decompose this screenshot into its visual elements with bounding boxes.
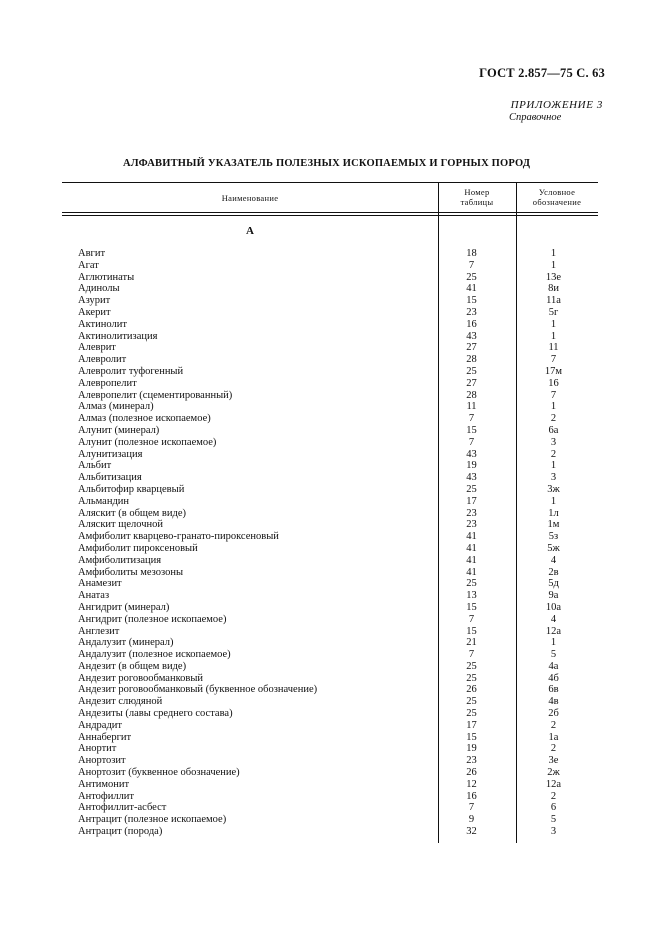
table-row [62, 484, 598, 496]
symbol-code: 16 [548, 377, 559, 389]
symbol-code: 1 [550, 637, 557, 649]
table-number: 23 [466, 755, 477, 767]
table-number: 27 [466, 342, 477, 354]
symbol-code: 1л [548, 507, 559, 519]
table-row [62, 814, 598, 826]
mineral-name: Анортозит [78, 755, 126, 767]
mineral-name: Андезит слюдяной [78, 696, 163, 708]
column-header-symbol [516, 187, 598, 207]
table-number: 19 [466, 460, 477, 472]
reference-label: Справочное [509, 112, 562, 123]
symbol-code: 10а [545, 601, 562, 613]
symbol-code: 1 [550, 460, 557, 472]
mineral-name: Андрадит [78, 719, 123, 731]
table-row [62, 614, 598, 626]
symbol-code: 12а [545, 625, 562, 637]
mineral-name: Амфиболит пироксеновый [78, 542, 198, 554]
mineral-name: Аляскит (в общем виде) [78, 507, 187, 519]
symbol-code: 6а [548, 424, 559, 436]
table-row [62, 248, 598, 260]
table-number: 16 [466, 790, 477, 802]
table-row [62, 590, 598, 602]
table-number: 28 [466, 354, 477, 366]
symbol-code: 2 [550, 743, 557, 755]
symbol-code: 17м [544, 365, 563, 377]
table-row [62, 531, 598, 543]
table-row [62, 543, 598, 555]
column-header-table-line1: Номер [464, 187, 490, 197]
symbol-code: 7 [550, 389, 557, 401]
table-number: 15 [466, 731, 477, 743]
table-row [62, 449, 598, 461]
table-number: 7 [468, 436, 475, 448]
symbol-code: 3 [550, 472, 557, 484]
mineral-name: Антрацит (порода) [78, 826, 163, 838]
table-row [62, 295, 598, 307]
table-number: 23 [466, 507, 477, 519]
table-number: 41 [466, 283, 477, 295]
table-number: 28 [466, 389, 477, 401]
table-row [62, 743, 598, 755]
symbol-code: 4а [548, 660, 559, 672]
mineral-name: Андезит (в общем виде) [78, 660, 187, 672]
table-row [62, 496, 598, 508]
table-row [62, 307, 598, 319]
mineral-name: Акерит [78, 306, 111, 318]
symbol-code: 1 [550, 330, 557, 342]
table-number: 41 [466, 566, 477, 578]
table-number: 41 [466, 531, 477, 543]
mineral-name: Авгит [78, 248, 106, 259]
table-number: 17 [466, 495, 477, 507]
table-number: 15 [466, 295, 477, 307]
mineral-name: Андалузит (минерал) [78, 637, 174, 649]
table-number: 15 [466, 601, 477, 613]
table-row [62, 342, 598, 354]
table-top-rule [62, 182, 598, 183]
mineral-name: Алевролит [78, 354, 127, 366]
table-number: 15 [466, 424, 477, 436]
table-row [62, 437, 598, 449]
table-row [62, 649, 598, 661]
mineral-name: Азурит [78, 295, 111, 307]
table-row [62, 626, 598, 638]
table-row [62, 673, 598, 685]
mineral-name: Антрацит (полезное ископаемое) [78, 814, 227, 826]
mineral-name: Алмаз (полезное ископаемое) [78, 413, 211, 425]
mineral-name: Аглютинаты [78, 271, 135, 283]
table-number: 7 [468, 413, 475, 425]
symbol-code: 3 [550, 436, 557, 448]
symbol-code: 3ж [547, 483, 560, 495]
column-header-table [438, 187, 516, 207]
table-row [62, 826, 598, 838]
table-row [62, 567, 598, 579]
table-number: 19 [466, 743, 477, 755]
table-number: 25 [466, 271, 477, 283]
mineral-name: Аляскит щелочной [78, 519, 163, 531]
table-number: 25 [466, 660, 477, 672]
mineral-name: Анатаз [78, 590, 110, 602]
table-row [62, 802, 598, 814]
table-row [62, 260, 598, 272]
symbol-code: 4в [548, 696, 559, 708]
mineral-name: Амфиболит кварцево-гранато-пироксеновый [78, 531, 279, 543]
table-row [62, 272, 598, 284]
table-row [62, 661, 598, 673]
table-number: 43 [466, 330, 477, 342]
mineral-name: Алевропелит (сцементированный) [78, 389, 233, 401]
symbol-code: 1м [547, 519, 560, 531]
section-letter: А [246, 225, 254, 237]
symbol-code: 4б [548, 672, 559, 684]
column-header-name: Наименование [221, 193, 279, 203]
table-number: 7 [468, 649, 475, 661]
mineral-name: Андезиты (лавы среднего состава) [78, 708, 233, 720]
mineral-name: Актинолит [78, 318, 127, 330]
mineral-name: Антимонит [78, 778, 130, 790]
mineral-name: Анортит [78, 743, 117, 755]
column-header-symbol-line1: Условное [538, 187, 576, 197]
table-row [62, 413, 598, 425]
mineral-name: Андезит роговообманковый [78, 672, 204, 684]
header-bottom-rule-double [62, 215, 598, 216]
table-number: 7 [468, 259, 475, 271]
symbol-code: 1 [550, 401, 557, 413]
table-number: 12 [466, 778, 477, 790]
symbol-code: 11а [546, 295, 561, 307]
mineral-name: Алунитизация [78, 448, 143, 460]
table-number: 13 [466, 590, 477, 602]
symbol-code: 3е [548, 755, 559, 767]
table-number: 26 [466, 767, 477, 779]
table-number: 25 [466, 365, 477, 377]
table-number: 43 [466, 472, 477, 484]
table-number: 23 [466, 519, 477, 531]
table-number: 9 [468, 814, 475, 826]
symbol-code: 5г [548, 306, 559, 318]
symbol-code: 5д [548, 578, 559, 590]
mineral-name: Адинолы [78, 283, 120, 295]
index-table [62, 182, 598, 843]
mineral-name: Альбит [78, 460, 112, 472]
table-row [62, 602, 598, 614]
table-row [62, 578, 598, 590]
table-number: 16 [466, 318, 477, 330]
mineral-name: Аннабергит [78, 731, 132, 743]
table-row [62, 779, 598, 791]
table-row [62, 283, 598, 295]
mineral-name: Амфиболиты мезозоны [78, 566, 184, 578]
table-row [62, 708, 598, 720]
symbol-code: 5з [548, 531, 559, 543]
table-number: 25 [466, 696, 477, 708]
symbol-code: 1 [550, 318, 557, 330]
mineral-name: Андалузит (полезное ископаемое) [78, 649, 231, 661]
table-number: 25 [466, 672, 477, 684]
mineral-name: Анамезит [78, 578, 122, 590]
symbol-code: 9а [548, 590, 559, 602]
appendix-label: ПРИЛОЖЕНИЕ 3 [510, 99, 603, 111]
symbol-code: 8и [548, 283, 559, 295]
symbol-code: 4 [550, 554, 557, 566]
table-number: 18 [466, 248, 477, 259]
symbol-code: 6в [548, 684, 559, 696]
mineral-name: Андезит роговообманковый (буквенное обозначение) [78, 684, 318, 696]
table-number: 15 [466, 625, 477, 637]
symbol-code: 12а [545, 778, 562, 790]
table-number: 25 [466, 578, 477, 590]
symbol-code: 2ж [547, 767, 560, 779]
symbol-code: 13е [545, 271, 562, 283]
standard-code: ГОСТ 2.857—75 С. 63 [479, 66, 605, 80]
symbol-code: 5 [550, 814, 557, 826]
mineral-name: Альбитизация [78, 472, 142, 484]
table-row [62, 472, 598, 484]
table-number: 26 [466, 684, 477, 696]
mineral-name: Англезит [78, 625, 120, 637]
symbol-code: 5 [550, 649, 557, 661]
table-row [62, 637, 598, 649]
symbol-code: 1 [550, 259, 557, 271]
symbol-code: 5ж [547, 542, 560, 554]
header-bottom-rule [62, 212, 598, 213]
symbol-code: 2б [548, 708, 559, 720]
column-header-symbol-line2: обозначение [532, 197, 582, 207]
table-row [62, 378, 598, 390]
symbol-code: 2 [550, 413, 557, 425]
table-row [62, 791, 598, 803]
mineral-name: Альмандин [78, 495, 130, 507]
symbol-code: 2 [550, 448, 557, 460]
mineral-name: Актинолитизация [78, 330, 158, 342]
table-number: 21 [466, 637, 477, 649]
mineral-name: Амфиболитизация [78, 554, 162, 566]
table-row [62, 519, 598, 531]
mineral-name: Антофиллит [78, 790, 135, 802]
table-row [62, 555, 598, 567]
table-row [62, 732, 598, 744]
mineral-name: Алевропелит [78, 377, 137, 389]
mineral-name: Ангидрит (полезное ископаемое) [78, 613, 227, 625]
mineral-name: Алмаз (минерал) [78, 401, 154, 413]
mineral-name: Альбитофир кварцевый [78, 483, 185, 495]
table-number: 32 [466, 826, 477, 838]
table-row [62, 390, 598, 402]
mineral-name: Ангидрит (минерал) [78, 601, 170, 613]
symbol-code: 1 [550, 495, 557, 507]
table-row [62, 508, 598, 520]
symbol-code: 3 [550, 826, 557, 838]
table-number: 17 [466, 719, 477, 731]
table-number: 7 [468, 802, 475, 814]
mineral-name: Алевролит туфогенный [78, 365, 184, 377]
table-row [62, 425, 598, 437]
mineral-name: Алунит (полезное ископаемое) [78, 436, 217, 448]
table-row [62, 366, 598, 378]
table-row [62, 696, 598, 708]
table-row [62, 354, 598, 366]
table-row [62, 684, 598, 696]
table-number: 27 [466, 377, 477, 389]
mineral-name: Агат [78, 259, 99, 271]
symbol-code: 2 [550, 719, 557, 731]
symbol-code: 1 [550, 248, 557, 259]
table-row [62, 720, 598, 732]
table-row [62, 331, 598, 343]
table-row [62, 767, 598, 779]
table-number: 41 [466, 542, 477, 554]
table-number: 25 [466, 708, 477, 720]
symbol-code: 2в [548, 566, 559, 578]
symbol-code: 2 [550, 790, 557, 802]
mineral-name: Алеврит [78, 342, 116, 354]
mineral-name: Алунит (минерал) [78, 424, 160, 436]
symbol-code: 1а [548, 731, 559, 743]
table-row [62, 401, 598, 413]
symbol-code: 6 [550, 802, 557, 814]
table-number: 23 [466, 306, 477, 318]
table-number: 25 [466, 483, 477, 495]
table-number: 7 [468, 613, 475, 625]
symbol-code: 11 [548, 342, 559, 354]
table-body [62, 248, 598, 838]
column-header-table-line2: таблицы [460, 197, 494, 207]
table-number: 41 [466, 554, 477, 566]
mineral-name: Анортозит (буквенное обозначение) [78, 767, 240, 779]
table-row [62, 319, 598, 331]
symbol-code: 4 [550, 613, 557, 625]
symbol-code: 7 [550, 354, 557, 366]
table-number: 11 [466, 401, 477, 413]
mineral-name: Антофиллит-асбест [78, 802, 167, 814]
page-title: АЛФАВИТНЫЙ УКАЗАТЕЛЬ ПОЛЕЗНЫХ ИСКОПАЕМЫХ И ГОРНЫХ ПОРОД [123, 158, 531, 169]
table-row [62, 755, 598, 767]
table-number: 43 [466, 448, 477, 460]
table-row [62, 460, 598, 472]
